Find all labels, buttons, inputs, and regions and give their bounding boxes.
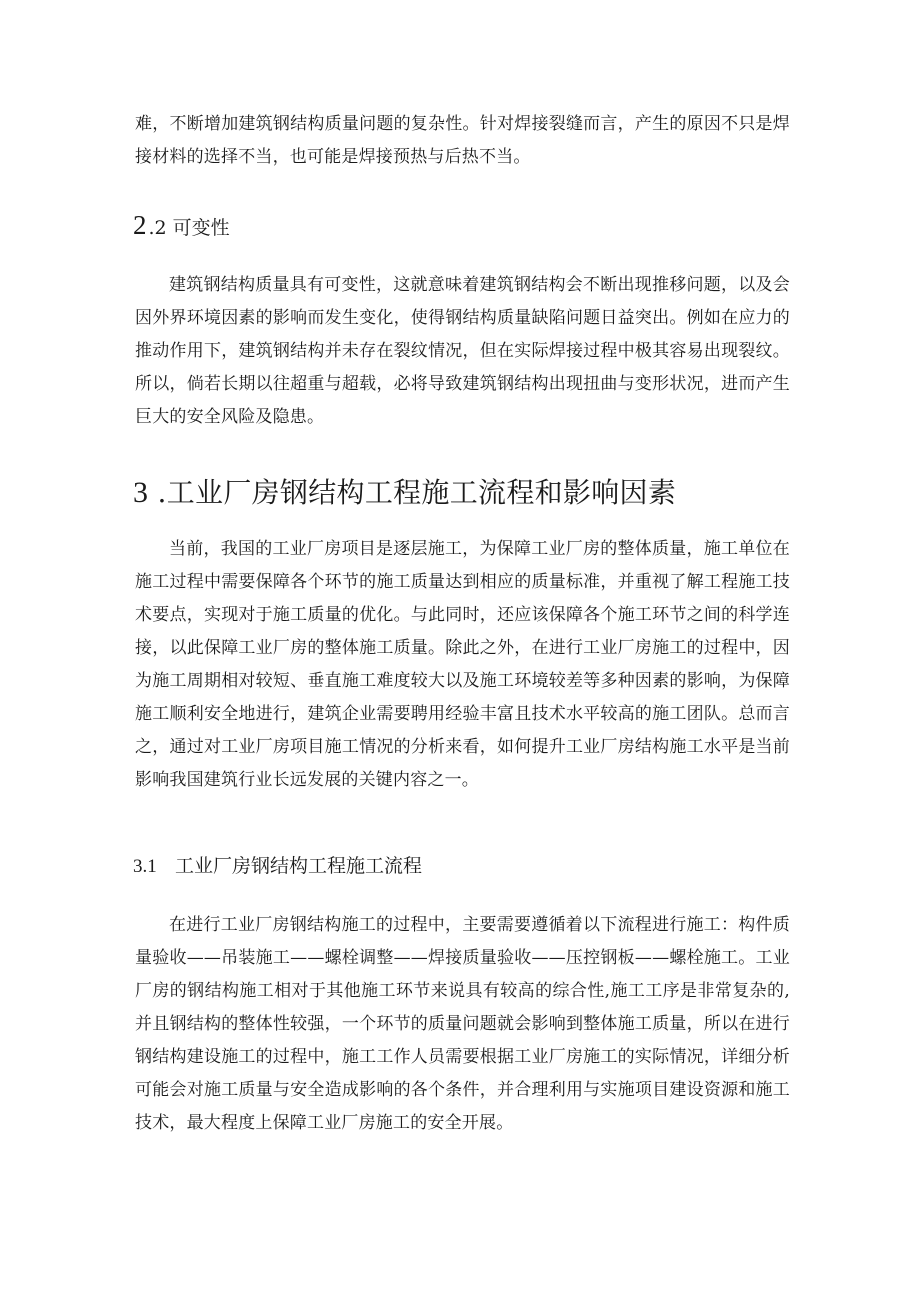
paragraph-welding-continuation: 难，不断增加建筑钢结构质量问题的复杂性。针对焊接裂缝而言，产生的原因不只是焊接材料的选择不当，也可能是焊接预热与后热不当。 — [135, 114, 790, 167]
section-number: 3 — [133, 476, 149, 509]
section-heading-2-2 — [133, 210, 230, 243]
paragraph-current-situation: 当前，我国的工业厂房项目是逐层施工，为保障工业厂房的整体质量，施工单位在施工过程中需要保障各个环节的施工质量达到相应的质量标准，并重视了解工程施工技术要点，实现对于施工质量的优化。与此同时，还应该保障各个施工环节之间的科学连接，以此保障工业厂房的整体施工质量。除此之外，在进行工业厂房施工的过程中，因为施工周期相对较短、垂直施工难度较大以及施工环境较差等多种因素的影响，为保障施工顺利安全地进行，建筑企业需要聘用经验丰富且技术水平较高的施工团队。总而言之，通过对工业厂房项目施工情况的分析来看，如何提升工业厂房结构施工水平是当前影响我国建筑行业长远发展的关键内容之一。 — [135, 539, 790, 790]
paragraph-construction-process: 在进行工业厂房钢结构施工的过程中，主要需要遵循着以下流程进行施工：构件质量验收——吊装施工——螺栓调整——焊接质量验收——压控钢板——螺栓施工。工业厂房的钢结构施工相对于其他施工环节来说具有较高的综合性,施工工序是非常复杂的,并且钢结构的整体性较强，一个环节的质量问题就会影响到整体施工质量，所以在进行钢结构建设施工的过程中，施工工作人员需要根据工业厂房施工的实际情况，详细分析可能会对施工质量与安全造成影响的各个条件，并合理利用与实施项目建设资源和施工技术，最大程度上保障工业厂房施工的安全开展。 — [135, 915, 790, 1133]
section-title: .工业厂房钢结构工程施工流程和影响因素 — [148, 476, 677, 509]
section-title: .2 可变性 — [148, 217, 230, 239]
section-number: 3.1 — [133, 856, 157, 877]
paragraph-variability: 建筑钢结构质量具有可变性，这就意味着建筑钢结构会不断出现推移问题，以及会因外界环境因素的影响而发生变化，使得钢结构质量缺陷问题日益突出。例如在应力的推动作用下，建筑钢结构并未存在裂纹情况，但在实际焊接过程中极其容易出现裂纹。所以，倘若长期以往超重与超载，必将导致建筑钢结构出现扭曲与变形状况，进而产生巨大的安全风险及隐患。 — [135, 275, 790, 427]
section-heading-3 — [133, 473, 676, 513]
section-heading-3-1 — [133, 851, 422, 882]
section-title: 工业厂房钢结构工程施工流程 — [175, 855, 423, 877]
section-number: 2 — [133, 210, 147, 240]
